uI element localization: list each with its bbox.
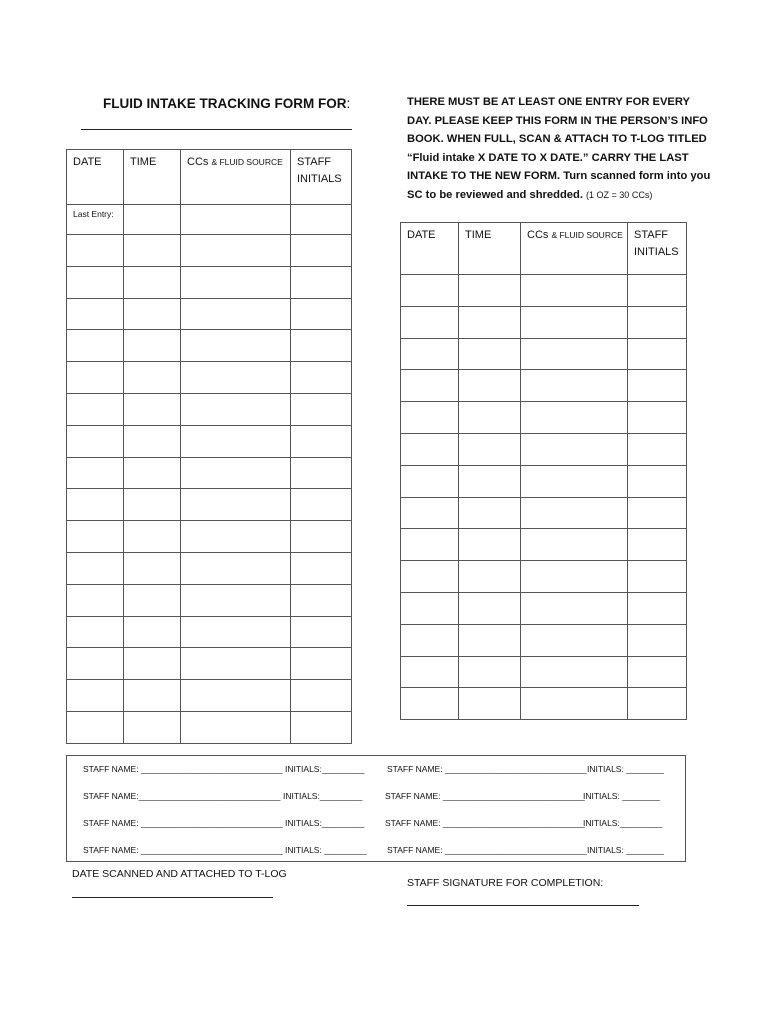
entry-cell[interactable] bbox=[67, 616, 124, 648]
table-header-row bbox=[67, 150, 352, 205]
entry-cell[interactable] bbox=[181, 616, 291, 648]
left-table-body bbox=[67, 235, 352, 744]
entry-cell[interactable] bbox=[291, 648, 352, 680]
table-header-row bbox=[401, 223, 687, 275]
entry-cell[interactable] bbox=[291, 457, 352, 489]
ccs-label: CCs bbox=[187, 156, 209, 168]
entry-cell[interactable] bbox=[459, 561, 521, 593]
entry-cell[interactable] bbox=[459, 656, 521, 688]
staff-name-field[interactable]: STAFF NAME: ______________________________ bbox=[385, 818, 585, 828]
entry-cell[interactable] bbox=[67, 298, 124, 330]
entry-cell[interactable] bbox=[401, 656, 459, 688]
entry-cell[interactable] bbox=[521, 275, 628, 307]
staff-name-field[interactable]: STAFF NAME: ______________________________ bbox=[83, 764, 283, 774]
initials-label: INITIALS bbox=[634, 246, 679, 258]
entry-cell[interactable] bbox=[521, 592, 628, 624]
entry-cell[interactable] bbox=[67, 330, 124, 362]
entry-cell[interactable] bbox=[628, 306, 687, 338]
table-row bbox=[67, 552, 352, 584]
entry-cell[interactable] bbox=[628, 338, 687, 370]
entry-cell[interactable] bbox=[124, 205, 181, 235]
entry-cell[interactable] bbox=[291, 298, 352, 330]
form-title-colon: : bbox=[346, 96, 351, 111]
table-row bbox=[401, 656, 687, 688]
initials-label: INITIALS bbox=[297, 173, 342, 185]
entry-cell[interactable] bbox=[459, 433, 521, 465]
entry-cell[interactable] bbox=[181, 266, 291, 298]
table-row bbox=[401, 275, 687, 307]
entry-cell[interactable] bbox=[401, 306, 459, 338]
entry-cell[interactable] bbox=[67, 362, 124, 394]
entry-cell[interactable] bbox=[124, 521, 181, 553]
entry-cell[interactable] bbox=[291, 489, 352, 521]
entry-cell[interactable] bbox=[181, 393, 291, 425]
last-entry-label: Last Entry: bbox=[67, 205, 124, 235]
entry-cell[interactable] bbox=[628, 370, 687, 402]
entry-cell[interactable] bbox=[521, 624, 628, 656]
entry-cell[interactable] bbox=[181, 298, 291, 330]
entry-cell[interactable] bbox=[291, 711, 352, 743]
entry-cell[interactable] bbox=[521, 497, 628, 529]
entry-cell[interactable] bbox=[459, 529, 521, 561]
staff-signature-line[interactable] bbox=[407, 905, 639, 906]
entry-cell[interactable] bbox=[67, 393, 124, 425]
entry-cell[interactable] bbox=[628, 465, 687, 497]
table-row bbox=[67, 266, 352, 298]
staff-initials-field[interactable]: INITIALS: ________ bbox=[587, 764, 665, 774]
entry-cell[interactable] bbox=[181, 521, 291, 553]
fluid-source-label: & FLUID SOURCE bbox=[211, 157, 283, 167]
entry-cell[interactable] bbox=[67, 521, 124, 553]
entry-cell[interactable] bbox=[67, 266, 124, 298]
entry-cell[interactable] bbox=[67, 457, 124, 489]
entry-cell[interactable] bbox=[521, 306, 628, 338]
entry-cell[interactable] bbox=[401, 402, 459, 434]
entry-cell[interactable] bbox=[124, 680, 181, 712]
entry-cell[interactable] bbox=[401, 624, 459, 656]
entry-cell[interactable] bbox=[459, 465, 521, 497]
table-row bbox=[401, 561, 687, 593]
entry-cell[interactable] bbox=[181, 584, 291, 616]
entry-cell[interactable] bbox=[124, 393, 181, 425]
entry-cell[interactable] bbox=[521, 433, 628, 465]
entry-cell[interactable] bbox=[401, 688, 459, 720]
table-row bbox=[401, 306, 687, 338]
entry-cell[interactable] bbox=[521, 688, 628, 720]
staff-initials-field[interactable]: INITIALS:_________ bbox=[285, 764, 365, 774]
entry-cell[interactable] bbox=[291, 521, 352, 553]
entry-cell[interactable] bbox=[401, 275, 459, 307]
entry-cell[interactable] bbox=[521, 529, 628, 561]
date-scanned-line[interactable] bbox=[72, 897, 273, 898]
entry-cell[interactable] bbox=[628, 592, 687, 624]
staff-label: STAFF bbox=[634, 229, 669, 241]
entry-cell[interactable] bbox=[124, 330, 181, 362]
entry-cell[interactable] bbox=[459, 624, 521, 656]
entry-cell[interactable] bbox=[401, 592, 459, 624]
time-header: TIME bbox=[459, 223, 521, 275]
staff-initials-field[interactable]: INITIALS:_________ bbox=[283, 791, 363, 801]
entry-cell[interactable] bbox=[67, 680, 124, 712]
entry-cell[interactable] bbox=[459, 275, 521, 307]
entry-cell[interactable] bbox=[459, 497, 521, 529]
table-row bbox=[401, 338, 687, 370]
entry-cell[interactable] bbox=[291, 266, 352, 298]
entry-cell[interactable] bbox=[521, 656, 628, 688]
date-header: DATE bbox=[401, 223, 459, 275]
table-row bbox=[401, 370, 687, 402]
table-row bbox=[67, 235, 352, 267]
entry-cell[interactable] bbox=[124, 489, 181, 521]
entry-cell[interactable] bbox=[291, 584, 352, 616]
entry-cell[interactable] bbox=[628, 688, 687, 720]
entry-cell[interactable] bbox=[401, 497, 459, 529]
entry-cell[interactable] bbox=[401, 465, 459, 497]
entry-cell[interactable] bbox=[67, 425, 124, 457]
right-table-body bbox=[401, 275, 687, 720]
entry-cell[interactable] bbox=[124, 266, 181, 298]
table-row bbox=[67, 648, 352, 680]
entry-cell[interactable] bbox=[181, 711, 291, 743]
entry-cell[interactable] bbox=[521, 402, 628, 434]
table-row bbox=[401, 688, 687, 720]
table-row bbox=[401, 402, 687, 434]
entry-cell[interactable] bbox=[181, 362, 291, 394]
entry-cell[interactable] bbox=[181, 552, 291, 584]
staff-initials-field[interactable]: INITIALS:_________ bbox=[583, 818, 663, 828]
date-header: DATE bbox=[67, 150, 124, 205]
entry-cell[interactable] bbox=[291, 205, 352, 235]
instructions-block bbox=[407, 93, 712, 204]
staff-label: STAFF bbox=[297, 156, 332, 168]
staff-initials-field[interactable]: INITIALS:_________ bbox=[285, 818, 365, 828]
entry-cell[interactable] bbox=[521, 338, 628, 370]
left-intake-table bbox=[66, 149, 352, 744]
entry-cell[interactable] bbox=[628, 561, 687, 593]
entry-cell[interactable] bbox=[459, 402, 521, 434]
entry-cell[interactable] bbox=[181, 425, 291, 457]
table-row bbox=[401, 497, 687, 529]
entry-cell[interactable] bbox=[181, 457, 291, 489]
entry-cell[interactable] bbox=[181, 235, 291, 267]
staff-initials-header bbox=[628, 223, 687, 275]
staff-name-field[interactable]: STAFF NAME: ______________________________ bbox=[83, 818, 283, 828]
entry-cell[interactable] bbox=[124, 298, 181, 330]
entry-cell[interactable] bbox=[628, 497, 687, 529]
entry-cell[interactable] bbox=[291, 552, 352, 584]
entry-cell[interactable] bbox=[628, 402, 687, 434]
entry-cell[interactable] bbox=[124, 584, 181, 616]
entry-cell[interactable] bbox=[181, 648, 291, 680]
entry-cell[interactable] bbox=[459, 338, 521, 370]
entry-cell[interactable] bbox=[401, 561, 459, 593]
entry-cell[interactable] bbox=[181, 205, 291, 235]
table-row bbox=[67, 521, 352, 553]
form-title bbox=[103, 96, 350, 111]
entry-cell[interactable] bbox=[67, 489, 124, 521]
entry-cell[interactable] bbox=[291, 393, 352, 425]
entry-cell[interactable] bbox=[124, 616, 181, 648]
entry-cell[interactable] bbox=[459, 306, 521, 338]
entry-cell[interactable] bbox=[181, 680, 291, 712]
date-scanned-label: DATE SCANNED AND ATTACHED TO T-LOG bbox=[72, 868, 287, 880]
entry-cell[interactable] bbox=[459, 688, 521, 720]
table-row bbox=[67, 330, 352, 362]
table-row bbox=[67, 457, 352, 489]
entry-cell[interactable] bbox=[181, 330, 291, 362]
table-row bbox=[67, 425, 352, 457]
entry-cell[interactable] bbox=[459, 592, 521, 624]
table-row bbox=[67, 616, 352, 648]
entry-cell[interactable] bbox=[67, 584, 124, 616]
right-intake-table bbox=[400, 222, 687, 720]
last-entry-row bbox=[67, 205, 352, 235]
form-title-text: FLUID INTAKE TRACKING FORM FOR bbox=[103, 96, 347, 111]
conversion-note: (1 OZ = 30 CCs) bbox=[586, 189, 653, 200]
entry-cell[interactable] bbox=[124, 362, 181, 394]
entry-cell[interactable] bbox=[67, 648, 124, 680]
table-row bbox=[401, 592, 687, 624]
entry-cell[interactable] bbox=[401, 433, 459, 465]
staff-name-field[interactable]: STAFF NAME: ______________________________ bbox=[83, 845, 283, 855]
table-row bbox=[67, 584, 352, 616]
table-row bbox=[67, 393, 352, 425]
entry-cell[interactable] bbox=[124, 235, 181, 267]
staff-initials-header bbox=[291, 150, 352, 205]
table-row bbox=[67, 711, 352, 743]
staff-name-field[interactable]: STAFF NAME: ______________________________ bbox=[387, 764, 587, 774]
entry-cell[interactable] bbox=[521, 370, 628, 402]
instructions-text: THERE MUST BE AT LEAST ONE ENTRY FOR EVERY DAY. PLEASE KEEP THIS FORM IN THE PERSON’S INFO BOOK. WHEN FULL, SCAN & ATTACH TO T-LOG TITLED “Fluid intake X DATE TO X DATE.” CARRY THE LAST INTAKE TO THE NEW FORM. Turn scanned form into you SC to be reviewed and shredded. bbox=[407, 96, 711, 201]
staff-initials-field[interactable]: INITIALS: _________ bbox=[285, 845, 367, 855]
entry-cell[interactable] bbox=[628, 433, 687, 465]
entry-cell[interactable] bbox=[291, 362, 352, 394]
staff-name-field[interactable]: STAFF NAME:______________________________ bbox=[83, 791, 281, 801]
entry-cell[interactable] bbox=[291, 235, 352, 267]
entry-cell[interactable] bbox=[401, 338, 459, 370]
staff-initials-field[interactable]: INITIALS: ________ bbox=[583, 791, 661, 801]
entry-cell[interactable] bbox=[401, 529, 459, 561]
entry-cell[interactable] bbox=[67, 235, 124, 267]
entry-cell[interactable] bbox=[291, 425, 352, 457]
table-row bbox=[401, 433, 687, 465]
staff-initials-field[interactable]: INITIALS: ________ bbox=[587, 845, 665, 855]
entry-cell[interactable] bbox=[124, 552, 181, 584]
table-row bbox=[67, 298, 352, 330]
table-row bbox=[67, 489, 352, 521]
staff-signature-label: STAFF SIGNATURE FOR COMPLETION: bbox=[407, 877, 604, 889]
table-row bbox=[67, 362, 352, 394]
ccs-label: CCs bbox=[527, 229, 549, 241]
table-row bbox=[67, 680, 352, 712]
table-row bbox=[401, 624, 687, 656]
entry-cell[interactable] bbox=[67, 711, 124, 743]
time-header: TIME bbox=[124, 150, 181, 205]
ccs-fluid-header bbox=[181, 150, 291, 205]
entry-cell[interactable] bbox=[291, 616, 352, 648]
entry-cell[interactable] bbox=[291, 330, 352, 362]
entry-cell[interactable] bbox=[291, 680, 352, 712]
entry-cell[interactable] bbox=[124, 457, 181, 489]
entry-cell[interactable] bbox=[521, 561, 628, 593]
table-row bbox=[401, 465, 687, 497]
entry-cell[interactable] bbox=[521, 465, 628, 497]
ccs-fluid-header bbox=[521, 223, 628, 275]
table-row bbox=[401, 529, 687, 561]
entry-cell[interactable] bbox=[628, 624, 687, 656]
title-fill-line[interactable] bbox=[81, 129, 352, 130]
entry-cell[interactable] bbox=[124, 648, 181, 680]
entry-cell[interactable] bbox=[181, 489, 291, 521]
staff-name-field[interactable]: STAFF NAME: ______________________________ bbox=[387, 845, 587, 855]
entry-cell[interactable] bbox=[124, 711, 181, 743]
entry-cell[interactable] bbox=[67, 552, 124, 584]
staff-signoff-box bbox=[66, 755, 686, 862]
entry-cell[interactable] bbox=[124, 425, 181, 457]
entry-cell[interactable] bbox=[628, 529, 687, 561]
staff-name-field[interactable]: STAFF NAME: ______________________________ bbox=[385, 791, 585, 801]
entry-cell[interactable] bbox=[459, 370, 521, 402]
entry-cell[interactable] bbox=[628, 656, 687, 688]
entry-cell[interactable] bbox=[401, 370, 459, 402]
entry-cell[interactable] bbox=[628, 275, 687, 307]
fluid-source-label: & FLUID SOURCE bbox=[551, 230, 623, 240]
